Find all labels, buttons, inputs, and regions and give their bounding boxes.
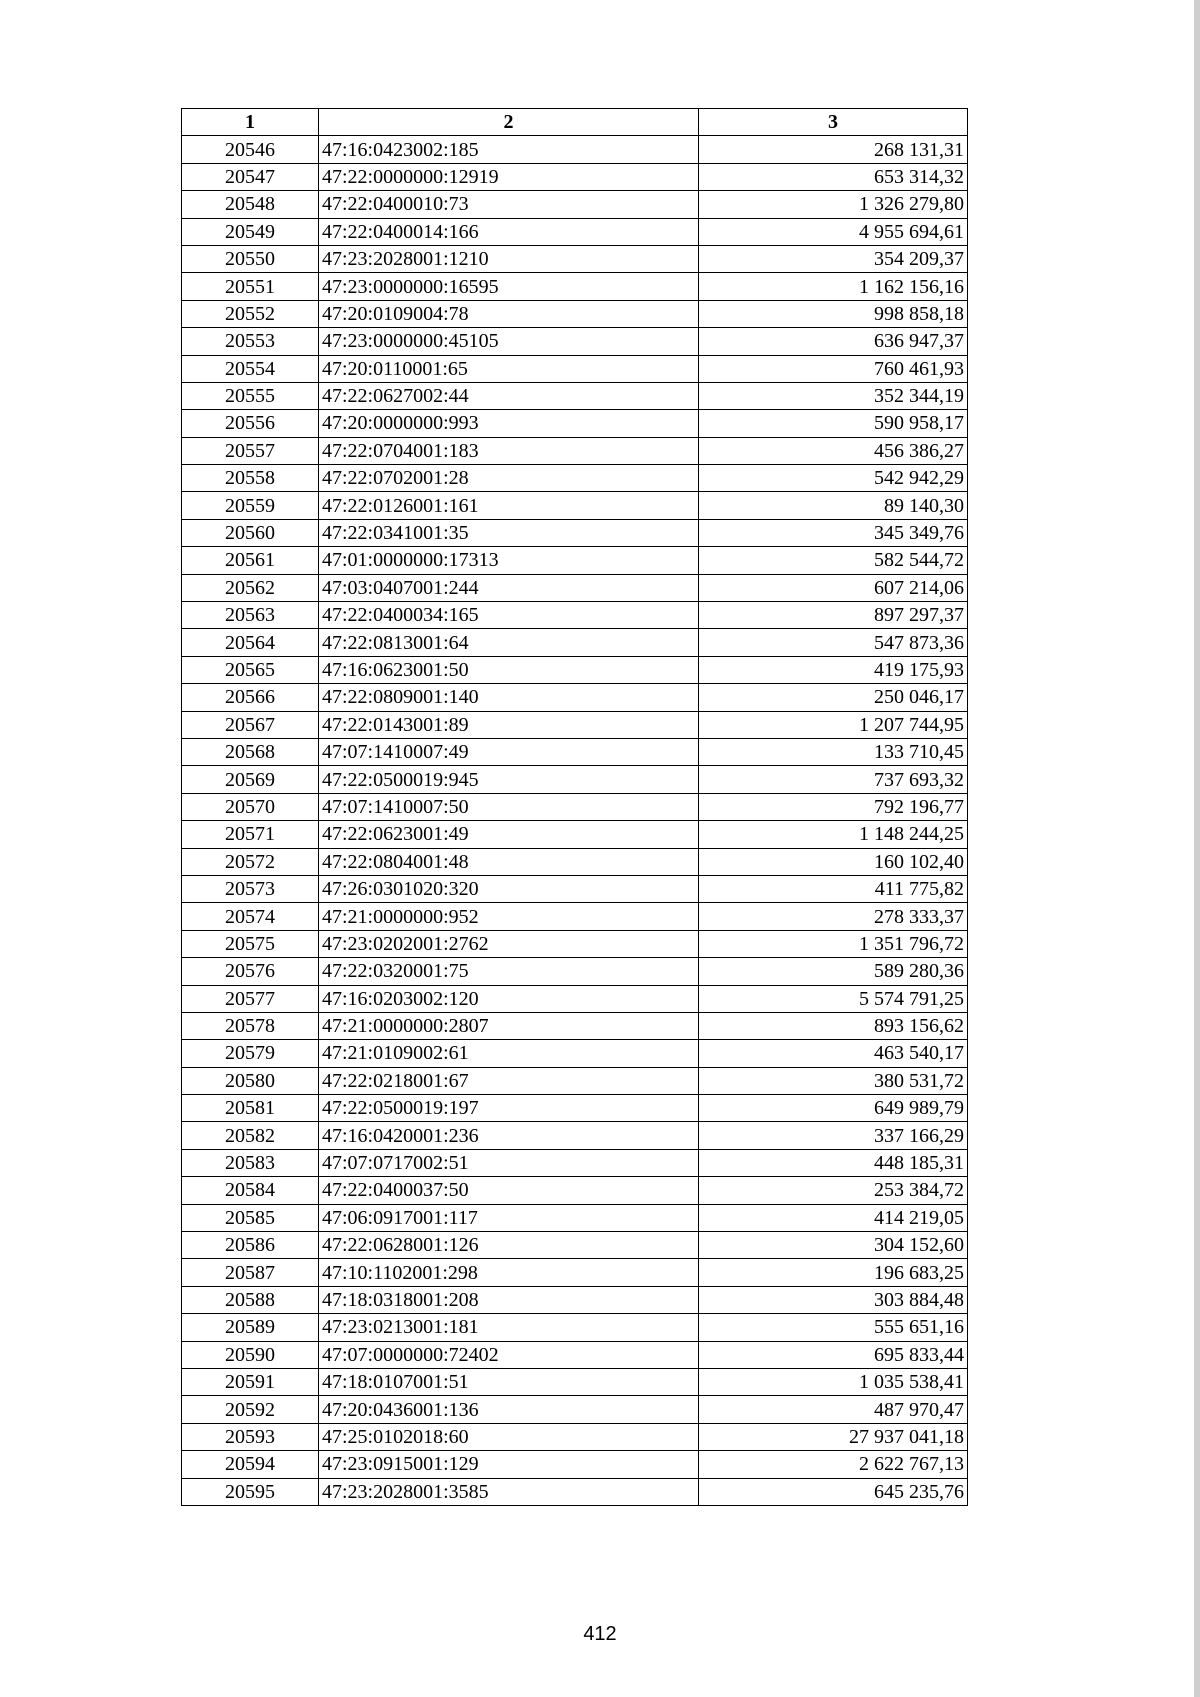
value-cell: 590 958,17 xyxy=(699,410,968,437)
table-row xyxy=(182,1423,968,1450)
value-cell: 897 297,37 xyxy=(699,602,968,629)
cadastral-number-cell: 47:20:0436001:136 xyxy=(319,1396,699,1423)
cadastral-number-cell: 47:25:0102018:60 xyxy=(319,1423,699,1450)
cadastral-number-cell: 47:22:0627002:44 xyxy=(319,382,699,409)
cadastral-number-cell: 47:07:1410007:49 xyxy=(319,738,699,765)
value-cell: 354 209,37 xyxy=(699,245,968,272)
cadastral-number-cell: 47:20:0000000:993 xyxy=(319,410,699,437)
cadastral-number-cell: 47:22:0126001:161 xyxy=(319,492,699,519)
row-number-cell: 20576 xyxy=(182,958,319,985)
table-row xyxy=(182,273,968,300)
table-row xyxy=(182,1368,968,1395)
cadastral-number-cell: 47:21:0109002:61 xyxy=(319,1040,699,1067)
value-cell: 196 683,25 xyxy=(699,1259,968,1286)
row-number-cell: 20592 xyxy=(182,1396,319,1423)
value-cell: 160 102,40 xyxy=(699,848,968,875)
row-number-cell: 20548 xyxy=(182,191,319,218)
value-cell: 27 937 041,18 xyxy=(699,1423,968,1450)
cadastral-number-cell: 47:23:0000000:16595 xyxy=(319,273,699,300)
value-cell: 1 326 279,80 xyxy=(699,191,968,218)
value-cell: 278 333,37 xyxy=(699,903,968,930)
table-row xyxy=(182,985,968,1012)
header-row xyxy=(182,109,968,136)
value-cell: 380 531,72 xyxy=(699,1067,968,1094)
cadastral-number-cell: 47:21:0000000:2807 xyxy=(319,1012,699,1039)
table-row xyxy=(182,191,968,218)
cadastral-number-cell: 47:22:0400014:166 xyxy=(319,218,699,245)
table-row xyxy=(182,629,968,656)
cadastral-number-cell: 47:16:0623001:50 xyxy=(319,656,699,683)
cadastral-number-cell: 47:22:0400034:165 xyxy=(319,602,699,629)
cadastral-number-cell: 47:07:1410007:50 xyxy=(319,793,699,820)
table-row xyxy=(182,163,968,190)
cadastral-number-cell: 47:16:0420001:236 xyxy=(319,1122,699,1149)
table-row xyxy=(182,903,968,930)
value-cell: 253 384,72 xyxy=(699,1177,968,1204)
row-number-cell: 20552 xyxy=(182,300,319,327)
table-row xyxy=(182,355,968,382)
value-cell: 649 989,79 xyxy=(699,1095,968,1122)
row-number-cell: 20591 xyxy=(182,1368,319,1395)
value-cell: 456 386,27 xyxy=(699,437,968,464)
cadastral-number-cell: 47:23:0000000:45105 xyxy=(319,328,699,355)
value-cell: 547 873,36 xyxy=(699,629,968,656)
table-body xyxy=(182,136,968,1506)
value-cell: 345 349,76 xyxy=(699,519,968,546)
row-number-cell: 20585 xyxy=(182,1204,319,1231)
table-row xyxy=(182,1122,968,1149)
cadastral-number-cell: 47:16:0423002:185 xyxy=(319,136,699,163)
value-cell: 352 344,19 xyxy=(699,382,968,409)
row-number-cell: 20595 xyxy=(182,1478,319,1505)
row-number-cell: 20564 xyxy=(182,629,319,656)
column-header-1: 1 xyxy=(182,109,319,136)
value-cell: 893 156,62 xyxy=(699,1012,968,1039)
cadastral-number-cell: 47:06:0917001:117 xyxy=(319,1204,699,1231)
value-cell: 1 035 538,41 xyxy=(699,1368,968,1395)
value-cell: 448 185,31 xyxy=(699,1149,968,1176)
cadastral-number-cell: 47:23:2028001:3585 xyxy=(319,1478,699,1505)
cadastral-number-cell: 47:16:0203002:120 xyxy=(319,985,699,1012)
table-row xyxy=(182,1095,968,1122)
row-number-cell: 20571 xyxy=(182,821,319,848)
row-number-cell: 20558 xyxy=(182,465,319,492)
row-number-cell: 20567 xyxy=(182,711,319,738)
row-number-cell: 20563 xyxy=(182,602,319,629)
table-row xyxy=(182,1259,968,1286)
cadastral-number-cell: 47:03:0407001:244 xyxy=(319,574,699,601)
cadastral-number-cell: 47:21:0000000:952 xyxy=(319,903,699,930)
table-row xyxy=(182,1478,968,1505)
cadastral-number-cell: 47:10:1102001:298 xyxy=(319,1259,699,1286)
row-number-cell: 20587 xyxy=(182,1259,319,1286)
row-number-cell: 20556 xyxy=(182,410,319,437)
page-edge xyxy=(1194,0,1200,1697)
cadastral-number-cell: 47:22:0000000:12919 xyxy=(319,163,699,190)
row-number-cell: 20547 xyxy=(182,163,319,190)
value-cell: 411 775,82 xyxy=(699,875,968,902)
value-cell: 645 235,76 xyxy=(699,1478,968,1505)
table-row xyxy=(182,684,968,711)
table-row xyxy=(182,492,968,519)
row-number-cell: 20578 xyxy=(182,1012,319,1039)
row-number-cell: 20590 xyxy=(182,1341,319,1368)
row-number-cell: 20553 xyxy=(182,328,319,355)
value-cell: 653 314,32 xyxy=(699,163,968,190)
value-cell: 695 833,44 xyxy=(699,1341,968,1368)
value-cell: 607 214,06 xyxy=(699,574,968,601)
table-row xyxy=(182,547,968,574)
table-row xyxy=(182,1177,968,1204)
table-row xyxy=(182,821,968,848)
value-cell: 463 540,17 xyxy=(699,1040,968,1067)
table-row xyxy=(182,602,968,629)
row-number-cell: 20566 xyxy=(182,684,319,711)
row-number-cell: 20569 xyxy=(182,766,319,793)
value-cell: 542 942,29 xyxy=(699,465,968,492)
value-cell: 268 131,31 xyxy=(699,136,968,163)
cadastral-number-cell: 47:01:0000000:17313 xyxy=(319,547,699,574)
cadastral-number-cell: 47:22:0813001:64 xyxy=(319,629,699,656)
cadastral-number-cell: 47:22:0341001:35 xyxy=(319,519,699,546)
row-number-cell: 20584 xyxy=(182,1177,319,1204)
row-number-cell: 20562 xyxy=(182,574,319,601)
table-row xyxy=(182,328,968,355)
table-row xyxy=(182,136,968,163)
row-number-cell: 20593 xyxy=(182,1423,319,1450)
page-number: 412 xyxy=(583,1623,617,1645)
value-cell: 250 046,17 xyxy=(699,684,968,711)
cadastral-number-cell: 47:20:0109004:78 xyxy=(319,300,699,327)
table-row xyxy=(182,656,968,683)
table-header xyxy=(182,109,968,136)
table-row xyxy=(182,1204,968,1231)
row-number-cell: 20579 xyxy=(182,1040,319,1067)
row-number-cell: 20565 xyxy=(182,656,319,683)
cadastral-number-cell: 47:07:0000000:72402 xyxy=(319,1341,699,1368)
row-number-cell: 20574 xyxy=(182,903,319,930)
row-number-cell: 20582 xyxy=(182,1122,319,1149)
value-cell: 414 219,05 xyxy=(699,1204,968,1231)
table-row xyxy=(182,465,968,492)
cadastral-number-cell: 47:22:0704001:183 xyxy=(319,437,699,464)
row-number-cell: 20557 xyxy=(182,437,319,464)
cadastral-number-cell: 47:22:0400010:73 xyxy=(319,191,699,218)
row-number-cell: 20573 xyxy=(182,875,319,902)
value-cell: 304 152,60 xyxy=(699,1232,968,1259)
cadastral-number-cell: 47:22:0809001:140 xyxy=(319,684,699,711)
row-number-cell: 20575 xyxy=(182,930,319,957)
cadastral-number-cell: 47:23:0202001:2762 xyxy=(319,930,699,957)
column-header-2: 2 xyxy=(319,109,699,136)
cadastral-number-cell: 47:22:0804001:48 xyxy=(319,848,699,875)
table-row xyxy=(182,218,968,245)
row-number-cell: 20550 xyxy=(182,245,319,272)
cadastral-number-cell: 47:23:0915001:129 xyxy=(319,1451,699,1478)
row-number-cell: 20589 xyxy=(182,1314,319,1341)
row-number-cell: 20580 xyxy=(182,1067,319,1094)
value-cell: 792 196,77 xyxy=(699,793,968,820)
value-cell: 589 280,36 xyxy=(699,958,968,985)
cadastral-number-cell: 47:22:0500019:945 xyxy=(319,766,699,793)
table-row xyxy=(182,1149,968,1176)
row-number-cell: 20570 xyxy=(182,793,319,820)
value-cell: 1 351 796,72 xyxy=(699,930,968,957)
row-number-cell: 20551 xyxy=(182,273,319,300)
row-number-cell: 20594 xyxy=(182,1451,319,1478)
table-row xyxy=(182,1286,968,1313)
cadastral-number-cell: 47:26:0301020:320 xyxy=(319,875,699,902)
table-row xyxy=(182,1396,968,1423)
cadastral-number-cell: 47:18:0318001:208 xyxy=(319,1286,699,1313)
value-cell: 636 947,37 xyxy=(699,328,968,355)
value-cell: 1 162 156,16 xyxy=(699,273,968,300)
value-cell: 555 651,16 xyxy=(699,1314,968,1341)
row-number-cell: 20572 xyxy=(182,848,319,875)
cadastral-number-cell: 47:22:0143001:89 xyxy=(319,711,699,738)
value-cell: 737 693,32 xyxy=(699,766,968,793)
table-row xyxy=(182,437,968,464)
row-number-cell: 20581 xyxy=(182,1095,319,1122)
column-header-3: 3 xyxy=(699,109,968,136)
row-number-cell: 20583 xyxy=(182,1149,319,1176)
value-cell: 487 970,47 xyxy=(699,1396,968,1423)
cadastral-number-cell: 47:23:0213001:181 xyxy=(319,1314,699,1341)
table-row xyxy=(182,848,968,875)
value-cell: 2 622 767,13 xyxy=(699,1451,968,1478)
table-row xyxy=(182,1314,968,1341)
value-cell: 89 140,30 xyxy=(699,492,968,519)
table-row xyxy=(182,382,968,409)
cadastral-number-cell: 47:22:0400037:50 xyxy=(319,1177,699,1204)
row-number-cell: 20577 xyxy=(182,985,319,1012)
value-cell: 133 710,45 xyxy=(699,738,968,765)
cadastral-number-cell: 47:22:0218001:67 xyxy=(319,1067,699,1094)
table-row xyxy=(182,1232,968,1259)
row-number-cell: 20586 xyxy=(182,1232,319,1259)
cadastral-number-cell: 47:22:0623001:49 xyxy=(319,821,699,848)
cadastral-number-cell: 47:22:0320001:75 xyxy=(319,958,699,985)
table-row xyxy=(182,711,968,738)
value-cell: 419 175,93 xyxy=(699,656,968,683)
table-row xyxy=(182,766,968,793)
table-row xyxy=(182,574,968,601)
cadastral-number-cell: 47:23:2028001:1210 xyxy=(319,245,699,272)
table-row xyxy=(182,1012,968,1039)
row-number-cell: 20549 xyxy=(182,218,319,245)
row-number-cell: 20588 xyxy=(182,1286,319,1313)
value-cell: 1 148 244,25 xyxy=(699,821,968,848)
table-row xyxy=(182,245,968,272)
row-number-cell: 20546 xyxy=(182,136,319,163)
row-number-cell: 20561 xyxy=(182,547,319,574)
value-cell: 998 858,18 xyxy=(699,300,968,327)
cadastral-number-cell: 47:07:0717002:51 xyxy=(319,1149,699,1176)
table-row xyxy=(182,519,968,546)
cadastral-number-cell: 47:22:0628001:126 xyxy=(319,1232,699,1259)
cadastral-number-cell: 47:20:0110001:65 xyxy=(319,355,699,382)
value-cell: 303 884,48 xyxy=(699,1286,968,1313)
cadastral-number-cell: 47:22:0702001:28 xyxy=(319,465,699,492)
row-number-cell: 20560 xyxy=(182,519,319,546)
value-cell: 760 461,93 xyxy=(699,355,968,382)
value-cell: 4 955 694,61 xyxy=(699,218,968,245)
row-number-cell: 20568 xyxy=(182,738,319,765)
table-row xyxy=(182,1451,968,1478)
table-row xyxy=(182,930,968,957)
cadastral-number-cell: 47:18:0107001:51 xyxy=(319,1368,699,1395)
table-row xyxy=(182,1040,968,1067)
table-row xyxy=(182,1067,968,1094)
row-number-cell: 20559 xyxy=(182,492,319,519)
value-cell: 1 207 744,95 xyxy=(699,711,968,738)
row-number-cell: 20554 xyxy=(182,355,319,382)
row-number-cell: 20555 xyxy=(182,382,319,409)
value-cell: 337 166,29 xyxy=(699,1122,968,1149)
value-cell: 582 544,72 xyxy=(699,547,968,574)
data-table xyxy=(181,108,968,1506)
table-row xyxy=(182,793,968,820)
value-cell: 5 574 791,25 xyxy=(699,985,968,1012)
table-row xyxy=(182,1341,968,1368)
table-row xyxy=(182,738,968,765)
table-row xyxy=(182,410,968,437)
table-row xyxy=(182,875,968,902)
table-row xyxy=(182,300,968,327)
table-row xyxy=(182,958,968,985)
cadastral-number-cell: 47:22:0500019:197 xyxy=(319,1095,699,1122)
